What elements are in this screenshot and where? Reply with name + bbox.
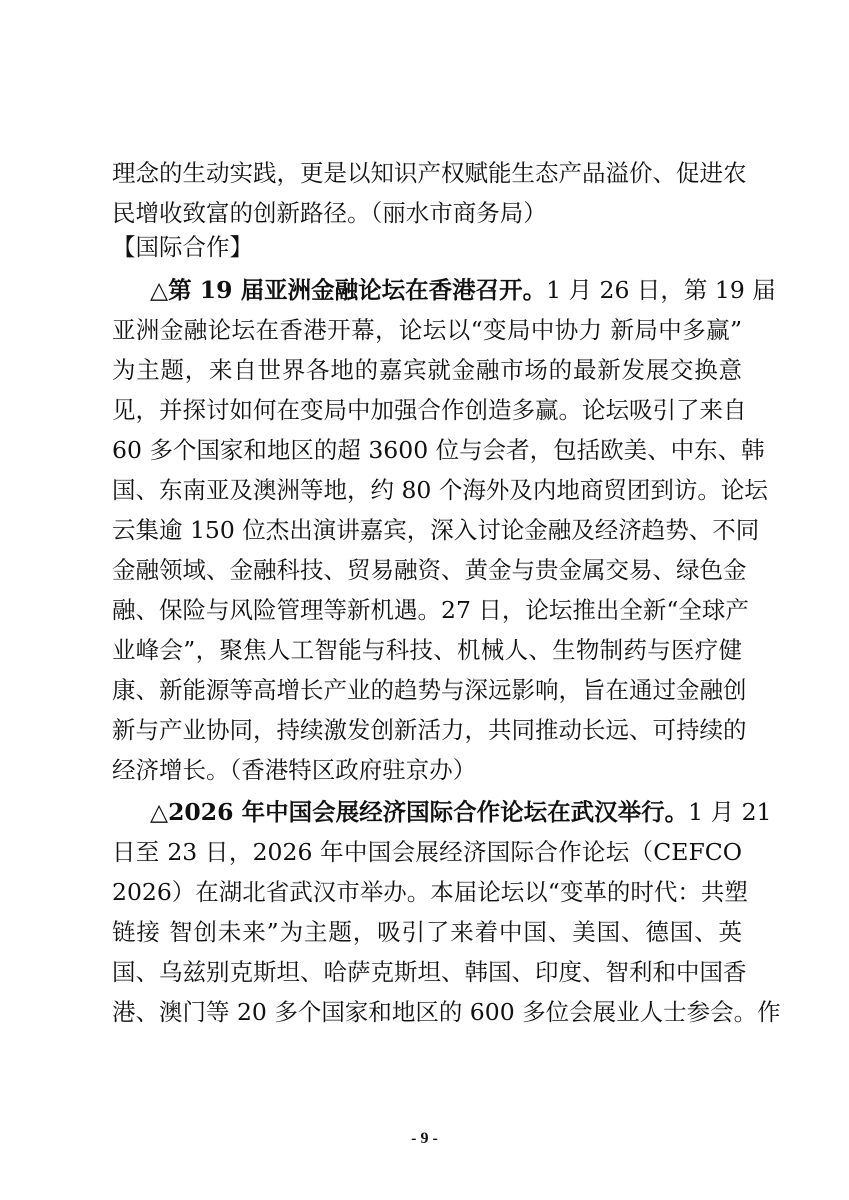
article-heading-line — [150, 270, 776, 310]
paragraph-line: 港、澳门等 20 多个国家和地区的 600 多位会展业人士参会。作 — [112, 998, 781, 1026]
paragraph-line: 亚洲金融论坛在香港开幕，论坛以“变局中协力 新局中多赢” — [112, 316, 742, 344]
section-title: 【国际合作】 — [112, 233, 253, 261]
paragraph-line: 2026）在湖北省武汉市举办。本届论坛以“变革的时代：共塑 — [112, 878, 748, 906]
article-heading: △第 19 届亚洲金融论坛在香港召开。 — [150, 276, 547, 304]
paragraph-line: 为主题，来自世界各地的嘉宾就金融市场的最新发展交换意 — [112, 356, 742, 384]
paragraph-line: 经济增长。（香港特区政府驻京办） — [112, 756, 477, 784]
paragraph-line: 见，并探讨如何在变局中加强合作创造多赢。论坛吸引了来自 — [112, 396, 747, 424]
paragraph-line: 云集逾 150 位杰出演讲嘉宾，深入讨论金融及经济趋势、不同 — [112, 516, 760, 544]
article-text: 1 月 26 日，第 19 届 — [546, 276, 776, 304]
paragraph-line: 金融领域、金融科技、贸易融资、黄金与贵金属交易、绿色金 — [112, 556, 747, 584]
paragraph-line: 康、新能源等高增长产业的趋势与深远影响，旨在通过金融创 — [112, 676, 747, 704]
paragraph-line: 业峰会”，聚焦人工智能与科技、机械人、生物制药与医疗健 — [112, 636, 742, 664]
paragraph-line: 国、乌兹别克斯坦、哈萨克斯坦、韩国、印度、智利和中国香 — [112, 958, 747, 986]
paragraph-line: 民增收致富的创新路径。（丽水市商务局） — [112, 199, 547, 227]
paragraph-line: 60 多个国家和地区的超 3600 位与会者，包括欧美、中东、韩 — [112, 436, 765, 464]
paragraph-line: 理念的生动实践，更是以知识产权赋能生态产品溢价、促进农 — [112, 159, 747, 187]
article-heading: △2026 年中国会展经济国际合作论坛在武汉举行。 — [150, 798, 689, 826]
paragraph-line: 链接 智创未来”为主题，吸引了来着中国、美国、德国、英 — [112, 918, 742, 946]
paragraph-line: 国、东南亚及澳洲等地，约 80 个海外及内地商贸团到访。论坛 — [112, 476, 768, 504]
article-heading-line — [150, 792, 772, 832]
paragraph-line: 日至 23 日，2026 年中国会展经济国际合作论坛（CEFCO — [112, 838, 742, 866]
article-text: 1 月 21 — [688, 798, 772, 826]
page-number: - 9 - — [411, 1130, 438, 1147]
paragraph-line: 融、保险与风险管理等新机遇。27 日，论坛推出全新“全球产 — [112, 596, 749, 624]
paragraph-line: 新与产业协同，持续激发创新活力，共同推动长远、可持续的 — [112, 716, 747, 744]
